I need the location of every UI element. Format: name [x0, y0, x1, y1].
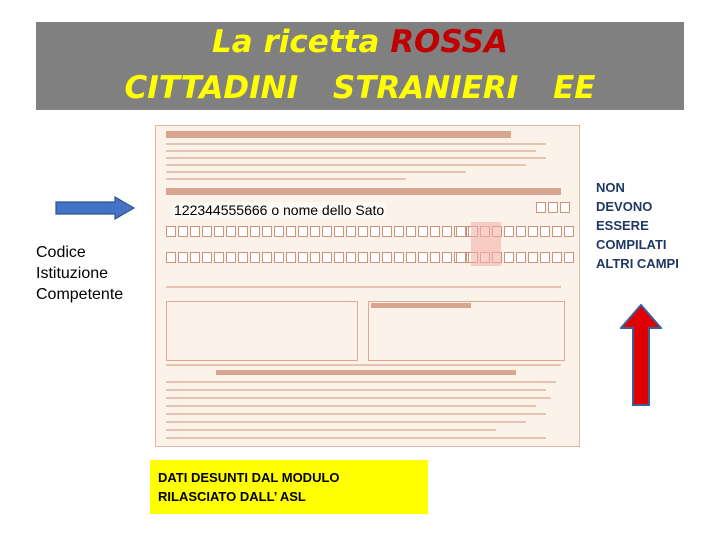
up-arrow-icon [620, 304, 662, 406]
title-line-1 [36, 24, 684, 60]
form-text-line [166, 171, 466, 173]
title-word-ee: EE [553, 70, 596, 106]
form-text-line [166, 381, 556, 383]
asl-note-line: DATI DESUNTI DAL MODULO [158, 470, 340, 485]
form-text-line [166, 429, 496, 431]
note-line: ALTRI CAMPI [596, 256, 679, 271]
form-text-line [166, 150, 536, 152]
title-part-1: La ricetta [212, 24, 380, 60]
title-word-stranieri: STRANIERI [332, 70, 519, 106]
form-text-line [166, 164, 526, 166]
note-line: ESSERE [596, 218, 649, 233]
title-line-2 [36, 70, 684, 106]
note-line: COMPILATI [596, 237, 667, 252]
form-text-line [166, 437, 546, 439]
form-text-line [166, 405, 536, 407]
form-text-line [166, 389, 546, 391]
form-text-line [166, 143, 546, 145]
form-overlay-number: 122344555666 o nome dello Sato [174, 202, 385, 218]
form-box [166, 301, 358, 361]
non-compilare-note [596, 178, 679, 273]
form-divider [166, 286, 561, 288]
form-divider [166, 364, 561, 366]
form-section-bar [166, 188, 561, 195]
form-highlight [471, 222, 501, 266]
title-word-cittadini: CITTADINI [124, 70, 299, 106]
istituzione-label-line: Codice [36, 244, 86, 261]
form-text-line [166, 397, 551, 399]
form-cell-group [166, 226, 476, 237]
form-header-bar [166, 131, 511, 138]
title-banner [36, 22, 684, 110]
istituzione-label [36, 242, 123, 305]
form-text-line [166, 413, 546, 415]
form-text-line [166, 421, 526, 423]
form-section-bar [216, 370, 516, 375]
asl-data-note [150, 460, 428, 514]
form-cell-group [536, 202, 570, 213]
istituzione-label-line: Competente [36, 286, 124, 303]
asl-note-line: RILASCIATO DALL’ ASL [158, 489, 306, 504]
form-text-line [166, 178, 406, 180]
note-line: NON [596, 180, 625, 195]
form-box [368, 301, 565, 361]
form-text-line [166, 157, 546, 159]
prescription-form-image [155, 125, 580, 447]
istituzione-label-line: Istituzione [36, 265, 109, 282]
note-line: DEVONO [596, 199, 653, 214]
title-part-2: ROSSA [390, 24, 508, 60]
form-cell-group [166, 252, 476, 263]
form-box-header [371, 303, 471, 308]
right-arrow-icon [55, 196, 135, 220]
